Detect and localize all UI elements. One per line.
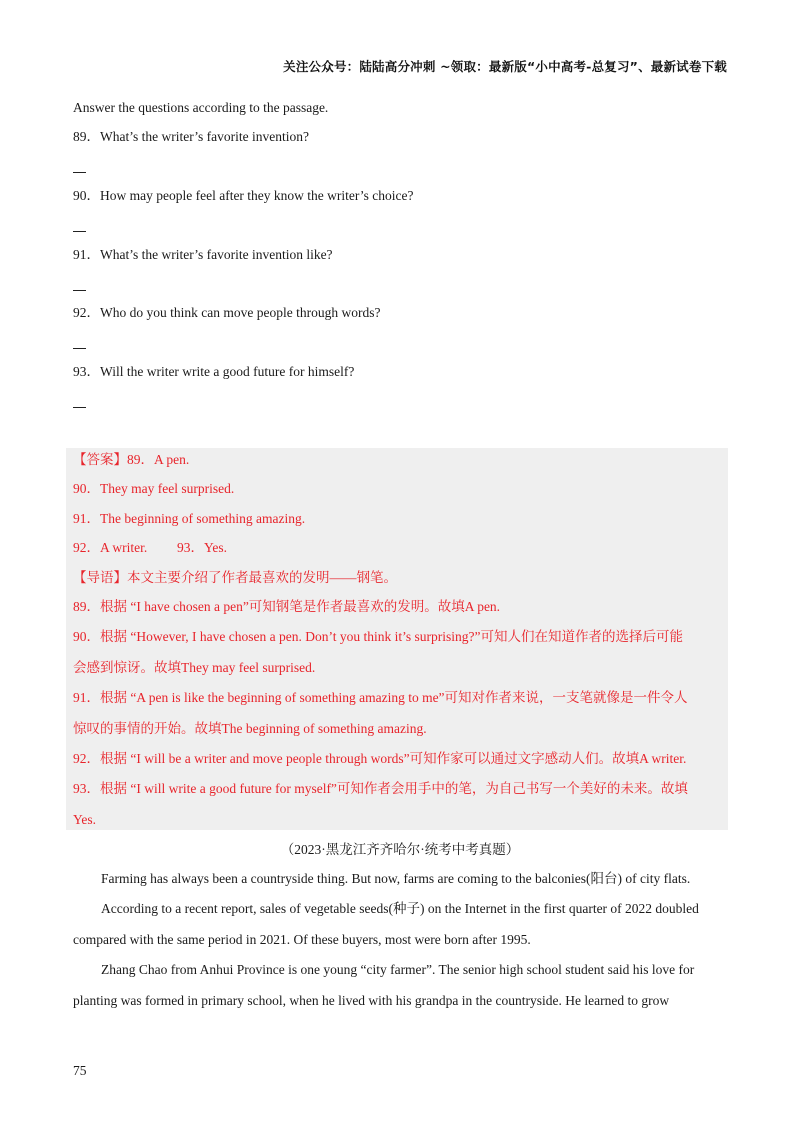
passage-paragraph-3-line-2: planting was formed in primary school, when he lived with his grandpa in the countryside. He learned to grow	[73, 993, 670, 1008]
explanation-93-line-2: Yes.	[73, 812, 97, 827]
explanation-90-line-2: 会感到惊讶。故填They may feel surprised.	[73, 660, 316, 675]
question-92: 92．Who do you think can move people through words?	[73, 305, 381, 320]
page-header: 关注公众号：陆陆高分冲刺 ~领取：最新版“小中高考-总复习”、最新试卷下载	[283, 59, 727, 74]
answer-90: 90．They may feel surprised.	[73, 481, 235, 496]
question-93: 93．Will the writer write a good future for himself?	[73, 364, 355, 379]
answer-explanation-box	[66, 448, 728, 830]
answer-blank-90	[73, 231, 86, 232]
question-90: 90．How may people feel after they know the writer’s choice?	[73, 188, 414, 203]
answer-blank-89	[73, 172, 86, 173]
instructions: Answer the questions according to the passage.	[73, 100, 329, 115]
guide-text: 【导语】本文主要介绍了作者最喜欢的发明——钢笔。	[73, 570, 397, 585]
answer-blank-92	[73, 348, 86, 349]
answer-89: 【答案】89．A pen.	[73, 452, 190, 467]
explanation-91-line-1: 91．根据 “A pen is like the beginning of something amazing to me”可知对作者来说，一支笔就像是一件令人	[73, 690, 688, 705]
passage-paragraph-2-line-2: compared with the same period in 2021. Of these buyers, most were born after 1995.	[73, 932, 531, 947]
question-91: 91．What’s the writer’s favorite invention like?	[73, 247, 333, 262]
explanation-89: 89．根据 “I have chosen a pen”可知钢笔是作者最喜欢的发明。故填A pen.	[73, 599, 501, 614]
answer-blank-91	[73, 290, 86, 291]
source-citation: （2023·黑龙江齐齐哈尔·统考中考真题）	[280, 842, 520, 857]
page-number: 75	[73, 1063, 87, 1078]
answer-92: 92．A writer.	[73, 540, 148, 555]
passage-paragraph-3-line-1: Zhang Chao from Anhui Province is one young “city farmer”. The senior high school student said his love for	[101, 962, 695, 977]
explanation-93-line-1: 93．根据 “I will write a good future for myself”可知作者会用手中的笔，为自己书写一个美好的未来。故填	[73, 781, 688, 796]
answer-93: 93．Yes.	[177, 540, 228, 555]
explanation-91-line-2: 惊叹的事情的开始。故填The beginning of something amazing.	[73, 721, 427, 736]
answer-blank-93	[73, 407, 86, 408]
answer-91: 91．The beginning of something amazing.	[73, 511, 306, 526]
passage-paragraph-2-line-1: According to a recent report, sales of vegetable seeds(种子) on the Internet in the first quarter of 2022 doubled	[101, 901, 699, 916]
question-89: 89．What’s the writer’s favorite invention?	[73, 129, 309, 144]
explanation-90-line-1: 90．根据 “However, I have chosen a pen. Don’t you think it’s surprising?”可知人们在知道作者的选择后可能	[73, 629, 683, 644]
explanation-92: 92．根据 “I will be a writer and move people through words”可知作家可以通过文字感动人们。故填A writer.	[73, 751, 687, 766]
passage-paragraph-1: Farming has always been a countryside thing. But now, farms are coming to the balconies(阳台) of city flats.	[101, 871, 691, 886]
